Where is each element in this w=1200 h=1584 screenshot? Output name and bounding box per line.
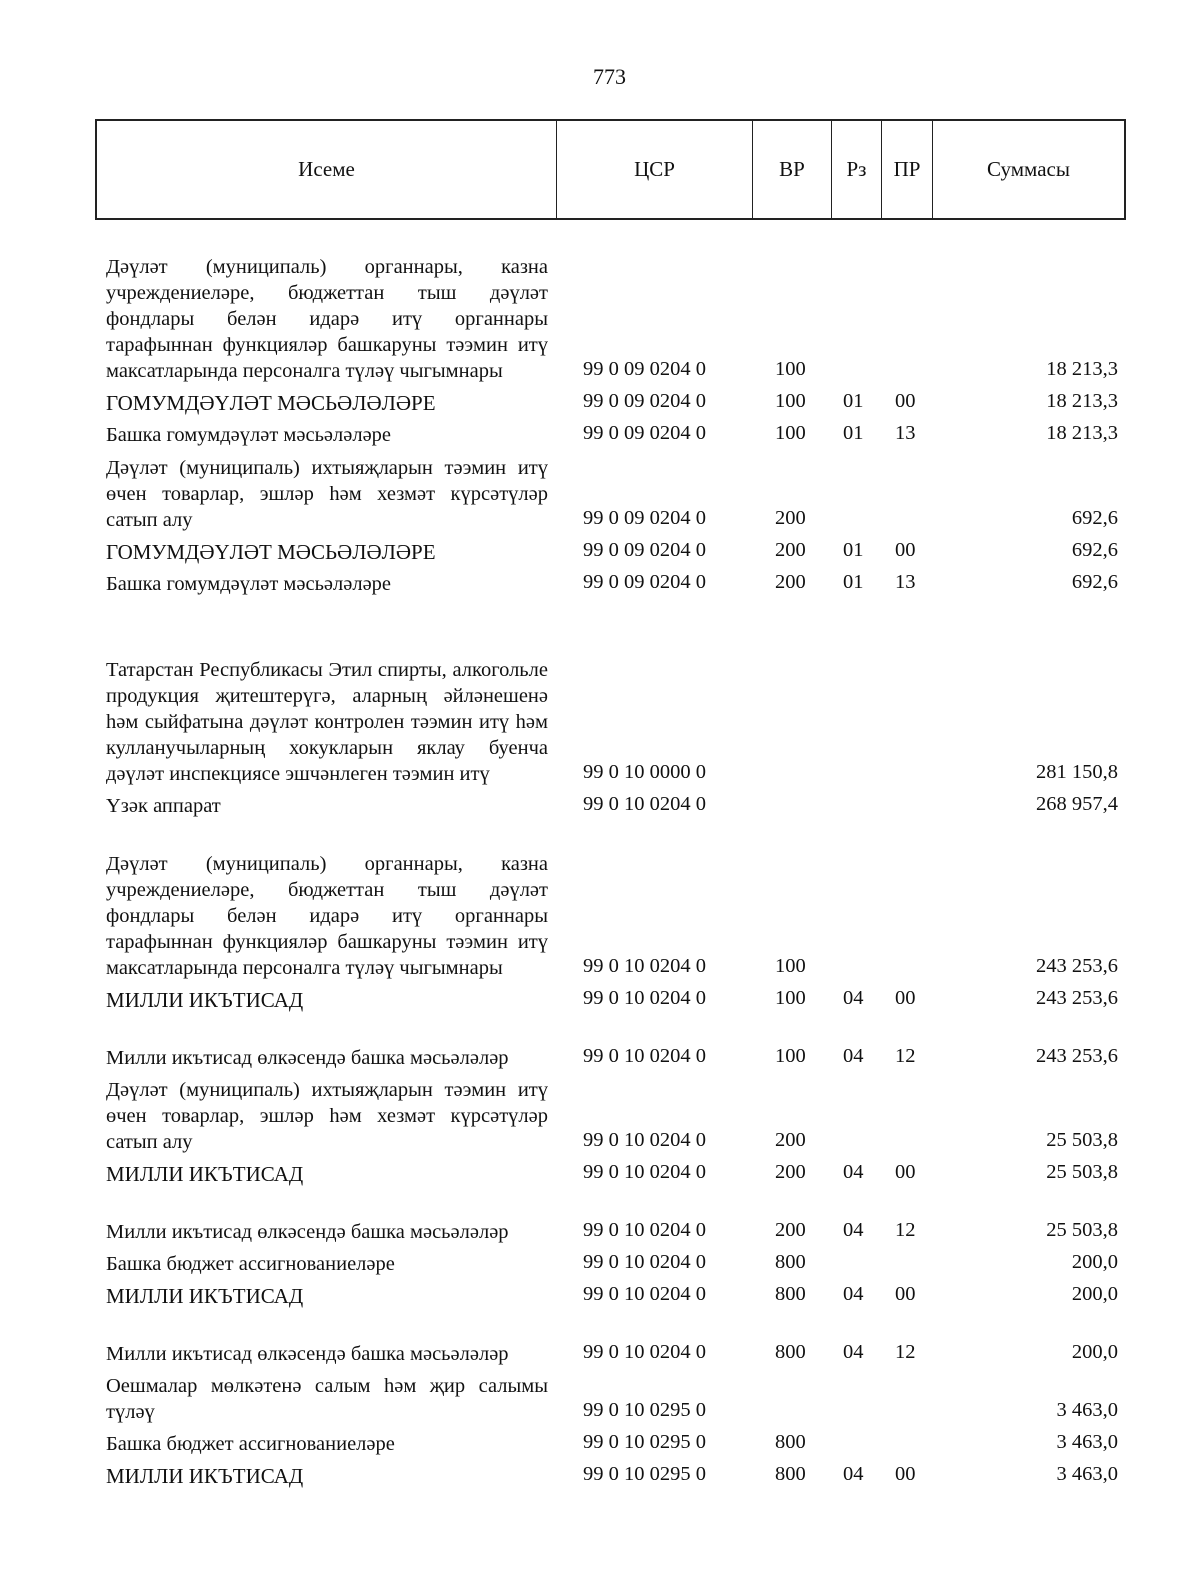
row-sum: 692,6 — [1071, 539, 1118, 561]
row-pr: 13 — [895, 422, 916, 444]
row-name: Милли икътисад өлкәсендә башка мәсьәләләр — [106, 1047, 509, 1069]
table-row — [0, 1277, 1200, 1309]
row-vr: 200 — [775, 1219, 806, 1241]
row-csr: 99 0 10 0000 0 — [583, 761, 706, 783]
row-sum: 243 253,6 — [1036, 987, 1118, 1009]
row-sum: 25 503,8 — [1046, 1219, 1118, 1241]
row-csr: 99 0 09 0204 0 — [583, 539, 706, 561]
row-csr: 99 0 10 0204 0 — [583, 1161, 706, 1183]
table-row — [0, 1457, 1200, 1489]
row-name: МИЛЛИ ИКЪТИСАД — [106, 1284, 304, 1308]
header-csr: ЦСР — [557, 121, 753, 218]
row-vr: 100 — [775, 358, 806, 380]
header-name: Исеме — [97, 121, 557, 218]
row-vr: 200 — [775, 1129, 806, 1151]
row-pr: 00 — [895, 390, 916, 412]
header-vr: ВР — [753, 121, 832, 218]
row-pr: 12 — [895, 1341, 916, 1363]
row-vr: 100 — [775, 955, 806, 977]
row-vr: 800 — [775, 1283, 806, 1305]
row-sum: 243 253,6 — [1036, 1045, 1118, 1067]
row-name: Дәүләт (муниципаль) органнары, казна учреждениеләре, бюджеттан тыш дәүләт фондлары белән идарә итү органнары тарафыннан функцияләр башкаруны тәэмин итү максатларында персоналга түләү чыгымнары — [106, 853, 548, 979]
row-vr: 100 — [775, 390, 806, 412]
row-name: Башка бюджет ассигнованиеләре — [106, 1253, 395, 1275]
row-name: Оешмалар мөлкәтенә салым һәм җир салымы түләү — [106, 1375, 548, 1423]
row-vr: 200 — [775, 539, 806, 561]
row-rz: 04 — [843, 1161, 864, 1183]
row-csr: 99 0 10 0204 0 — [583, 955, 706, 977]
row-name: Башка гомумдәүләт мәсьәләләре — [106, 573, 392, 595]
table-row — [0, 533, 1200, 565]
row-csr: 99 0 10 0204 0 — [583, 793, 706, 815]
row-pr: 00 — [895, 1463, 916, 1485]
row-csr: 99 0 10 0204 0 — [583, 1129, 706, 1151]
row-sum: 268 957,4 — [1036, 793, 1118, 815]
row-sum: 200,0 — [1071, 1251, 1118, 1273]
row-sum: 200,0 — [1071, 1341, 1118, 1363]
row-vr: 100 — [775, 422, 806, 444]
table-row — [0, 384, 1200, 416]
row-name: Татарстан Республикасы Этил спирты, алкогольле продукция җитештерүгә, аларның әйләнешенә һәм сыйфатына дәүләт контролен тәэмин итү һәм кулланучыларның хокукларын яклау буенча дәүләт инспекциясе эшчәнлеген тәэмин итү — [106, 659, 548, 785]
row-rz: 01 — [843, 539, 864, 561]
page-number: 773 — [593, 64, 626, 89]
row-csr: 99 0 09 0204 0 — [583, 507, 706, 529]
row-csr: 99 0 10 0204 0 — [583, 1219, 706, 1241]
table-row — [0, 1245, 1200, 1277]
header-sum: Суммасы — [987, 157, 1070, 181]
row-vr: 800 — [775, 1341, 806, 1363]
row-pr: 00 — [895, 539, 916, 561]
row-name: Дәүләт (муниципаль) ихтыяҗларын тәэмин итү өчен товарлар, эшләр һәм хезмәт күрсәтүләр сатып алу — [106, 457, 548, 531]
row-rz: 01 — [843, 422, 864, 444]
row-vr: 800 — [775, 1431, 806, 1453]
row-csr: 99 0 09 0204 0 — [583, 390, 706, 412]
row-csr: 99 0 10 0204 0 — [583, 1045, 706, 1067]
row-sum: 692,6 — [1071, 507, 1118, 529]
table-row — [0, 1071, 1200, 1155]
row-pr: 00 — [895, 987, 916, 1009]
header-rz: Рз — [832, 121, 882, 218]
row-rz: 04 — [843, 1341, 864, 1363]
table-row — [0, 565, 1200, 597]
table-row — [0, 981, 1200, 1013]
row-sum: 692,6 — [1071, 571, 1118, 593]
header-pr: ПР — [882, 121, 933, 218]
table-row — [0, 1187, 1200, 1245]
row-rz: 04 — [843, 1283, 864, 1305]
table-row — [0, 1155, 1200, 1187]
table-row — [0, 1309, 1200, 1367]
row-csr: 99 0 09 0204 0 — [583, 358, 706, 380]
row-sum: 243 253,6 — [1036, 955, 1118, 977]
row-sum: 18 213,3 — [1046, 390, 1118, 412]
row-csr: 99 0 10 0204 0 — [583, 1251, 706, 1273]
table-row — [0, 416, 1200, 448]
row-csr: 99 0 10 0204 0 — [583, 1341, 706, 1363]
row-vr: 100 — [775, 1045, 806, 1067]
row-name: МИЛЛИ ИКЪТИСАД — [106, 1464, 304, 1488]
row-sum: 200,0 — [1071, 1283, 1118, 1305]
row-sum: 25 503,8 — [1046, 1161, 1118, 1183]
row-name: Башка бюджет ассигнованиеләре — [106, 1433, 395, 1455]
row-pr: 13 — [895, 571, 916, 593]
row-sum: 281 150,8 — [1036, 761, 1118, 783]
row-rz: 01 — [843, 390, 864, 412]
row-name: МИЛЛИ ИКЪТИСАД — [106, 1162, 304, 1186]
row-csr: 99 0 10 0204 0 — [583, 1283, 706, 1305]
row-sum: 3 463,0 — [1056, 1431, 1118, 1453]
row-pr: 12 — [895, 1045, 916, 1067]
row-sum: 18 213,3 — [1046, 358, 1118, 380]
row-sum: 3 463,0 — [1056, 1399, 1118, 1421]
row-pr: 12 — [895, 1219, 916, 1241]
table-row — [0, 1013, 1200, 1071]
row-csr: 99 0 10 0295 0 — [583, 1431, 706, 1453]
row-rz: 04 — [843, 987, 864, 1009]
row-csr: 99 0 10 0295 0 — [583, 1463, 706, 1485]
row-pr: 00 — [895, 1283, 916, 1305]
row-vr: 100 — [775, 987, 806, 1009]
table-header — [95, 119, 1126, 220]
table-row — [0, 1367, 1200, 1425]
row-sum: 25 503,8 — [1046, 1129, 1118, 1151]
row-sum: 3 463,0 — [1056, 1463, 1118, 1485]
row-sum: 18 213,3 — [1046, 422, 1118, 444]
row-name: Милли икътисад өлкәсендә башка мәсьәләләр — [106, 1221, 509, 1243]
row-name: Дәүләт (муниципаль) органнары, казна учреждениеләре, бюджеттан тыш дәүләт фондлары белән идарә итү органнары тарафыннан функцияләр башкаруны тәэмин итү максатларында персоналга түләү чыгымнары — [106, 256, 548, 382]
table-row — [0, 787, 1200, 819]
row-csr: 99 0 10 0295 0 — [583, 1399, 706, 1421]
row-vr: 200 — [775, 571, 806, 593]
row-pr: 00 — [895, 1161, 916, 1183]
table-row — [0, 1425, 1200, 1457]
row-name: Милли икътисад өлкәсендә башка мәсьәләләр — [106, 1343, 509, 1365]
row-csr: 99 0 10 0204 0 — [583, 987, 706, 1009]
table-row — [0, 222, 1200, 384]
row-rz: 04 — [843, 1463, 864, 1485]
row-name: Башка гомумдәүләт мәсьәләләре — [106, 424, 392, 446]
row-csr: 99 0 09 0204 0 — [583, 422, 706, 444]
row-csr: 99 0 09 0204 0 — [583, 571, 706, 593]
table-row — [0, 597, 1200, 787]
row-vr: 800 — [775, 1463, 806, 1485]
row-vr: 200 — [775, 507, 806, 529]
row-vr: 800 — [775, 1251, 806, 1273]
row-name: ГОМУМДӘҮЛӘТ МӘСЬӘЛӘЛӘРЕ — [106, 540, 436, 564]
row-vr: 200 — [775, 1161, 806, 1183]
table-row — [0, 448, 1200, 533]
row-name: ГОМУМДӘҮЛӘТ МӘСЬӘЛӘЛӘРЕ — [106, 391, 436, 415]
row-name: Дәүләт (муниципаль) ихтыяҗларын тәэмин итү өчен товарлар, эшләр һәм хезмәт күрсәтүләр сатып алу — [106, 1079, 548, 1153]
table-row — [0, 819, 1200, 981]
row-name: МИЛЛИ ИКЪТИСАД — [106, 988, 304, 1012]
row-rz: 04 — [843, 1045, 864, 1067]
row-rz: 01 — [843, 571, 864, 593]
row-name: Үзәк аппарат — [106, 795, 221, 817]
row-rz: 04 — [843, 1219, 864, 1241]
table-body — [0, 222, 1200, 1489]
